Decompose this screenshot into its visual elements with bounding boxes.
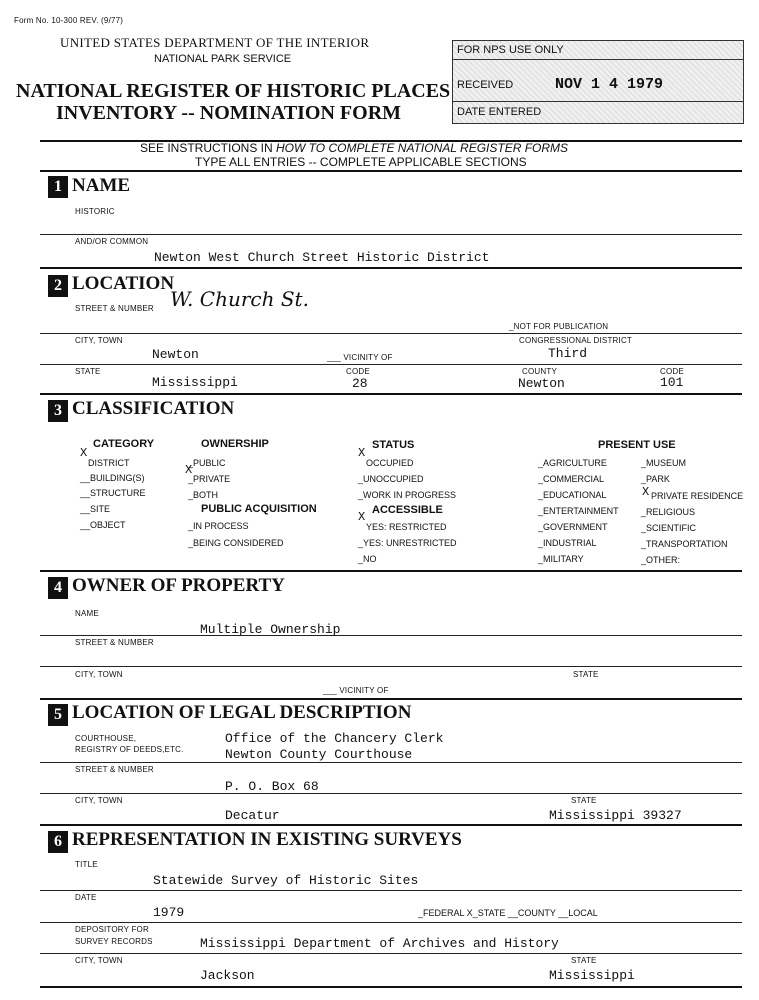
form-title-line2: INVENTORY -- NOMINATION FORM [56, 102, 402, 124]
survey-date-value: 1979 [153, 905, 185, 920]
owner-name-label: NAME [75, 609, 99, 618]
owner-city-label: CITY, TOWN [75, 670, 123, 679]
category-header: CATEGORY [93, 438, 155, 450]
county-value: Newton [518, 376, 565, 391]
nps-use-only-box [452, 40, 744, 124]
section-3-title: CLASSIFICATION [72, 398, 235, 419]
section-4-title: OWNER OF PROPERTY [72, 575, 285, 596]
ownership-public: _PUBLIC [188, 458, 226, 468]
use-transportation: _TRANSPORTATION [641, 539, 728, 549]
public-acquisition-header: PUBLIC ACQUISITION [201, 503, 317, 515]
present-use-header: PRESENT USE [598, 439, 676, 451]
congressional-district-label: CONGRESSIONAL DISTRICT [519, 336, 633, 345]
access-yes-unrestricted: _YES: UNRESTRICTED [358, 538, 457, 548]
section-6-title: REPRESENTATION IN EXISTING SURVEYS [72, 829, 462, 850]
accessible-header: ACCESSIBLE [372, 504, 443, 516]
legal-city-label: CITY, TOWN [75, 796, 123, 805]
use-park: _PARK [641, 474, 670, 484]
survey-city-value: Jackson [200, 968, 255, 983]
occupied-x-mark: X [358, 446, 366, 460]
use-religious: _RELIGIOUS [641, 507, 696, 517]
owner-vicinity-label: ___ VICINITY OF [323, 686, 389, 695]
section-3-number: 3 [48, 400, 68, 422]
section-5-number: 5 [48, 704, 68, 726]
vicinity-of-label: ___ VICINITY OF [327, 353, 393, 362]
form-title-line1: NATIONAL REGISTER OF HISTORIC PLACES [16, 80, 451, 102]
depository-value: Mississippi Department of Archives and History [200, 936, 559, 951]
section-5-title: LOCATION OF LEGAL DESCRIPTION [72, 702, 412, 723]
acquisition-in-process: _IN PROCESS [188, 521, 249, 531]
category-object: __OBJECT [80, 520, 126, 530]
depository-label-line1: DEPOSITORY FOR [75, 925, 149, 934]
form-number: Form No. 10-300 REV. (9/77) [14, 16, 124, 25]
state-code-label: CODE [346, 367, 370, 376]
legal-state-value: Mississippi 39327 [549, 808, 682, 823]
depository-label-line2: SURVEY RECORDS [75, 937, 153, 946]
use-industrial: _INDUSTRIAL [538, 538, 597, 548]
legal-state-label: STATE [571, 796, 597, 805]
department-name: UNITED STATES DEPARTMENT OF THE INTERIOR [60, 35, 370, 50]
survey-levels: _FEDERAL X_STATE __COUNTY __LOCAL [418, 908, 598, 918]
use-military: _MILITARY [538, 554, 584, 564]
county-code-value: 101 [660, 375, 684, 390]
received-label: RECEIVED [457, 79, 514, 91]
legal-city-value: Decatur [225, 808, 280, 823]
survey-state-label: STATE [571, 956, 597, 965]
category-district: DISTRICT [88, 458, 130, 468]
not-for-publication: _NOT FOR PUBLICATION [509, 322, 609, 331]
congressional-district-value: Third [548, 346, 588, 361]
section-4-number: 4 [48, 577, 68, 599]
county-label: COUNTY [522, 367, 557, 376]
ownership-private: _PRIVATE [188, 474, 231, 484]
use-commercial: _COMMERCIAL [538, 474, 605, 484]
private-residence-x-mark: X [642, 485, 650, 499]
use-educational: _EDUCATIONAL [538, 490, 607, 500]
section-2-number: 2 [48, 275, 68, 297]
use-agriculture: _AGRICULTURE [538, 458, 607, 468]
legal-street-label: STREET & NUMBER [75, 765, 154, 774]
status-work-in-progress: _WORK IN PROGRESS [358, 490, 457, 500]
survey-state-value: Mississippi [549, 968, 635, 983]
use-private-residence: PRIVATE RESIDENCE [651, 491, 744, 501]
district-x-mark: X [80, 446, 88, 460]
owner-state-label: STATE [573, 670, 599, 679]
county-code-label: CODE [660, 367, 684, 376]
survey-date-label: DATE [75, 893, 97, 902]
common-name-value: Newton West Church Street Historic District [154, 250, 490, 265]
city-town-label: CITY, TOWN [75, 336, 123, 345]
historic-label: HISTORIC [75, 207, 115, 216]
instructions-line2: TYPE ALL ENTRIES -- COMPLETE APPLICABLE SECTIONS [195, 155, 527, 169]
courthouse-label: COURTHOUSE, [75, 734, 137, 743]
date-entered-label: DATE ENTERED [457, 106, 542, 118]
category-buildings: __BUILDING(S) [80, 473, 145, 483]
status-occupied: OCCUPIED [366, 458, 414, 468]
courthouse-value-line2: Newton County Courthouse [225, 747, 413, 762]
use-scientific: _SCIENTIFIC [641, 523, 697, 533]
ownership-both: _BOTH [188, 490, 219, 500]
section-1-number: 1 [48, 176, 68, 198]
owner-street-label: STREET & NUMBER [75, 638, 154, 647]
state-code-value: 28 [352, 376, 368, 391]
and-or-common-label: AND/OR COMMON [75, 237, 149, 246]
use-museum: _MUSEUM [641, 458, 687, 468]
nps-box-title: FOR NPS USE ONLY [457, 44, 564, 56]
owner-name-value: Multiple Ownership [200, 622, 341, 637]
acquisition-being-considered: _BEING CONSIDERED [188, 538, 284, 548]
section-1-title: NAME [72, 175, 131, 196]
use-government: _GOVERNMENT [538, 522, 608, 532]
state-value: Mississippi [152, 375, 238, 390]
private-x-mark: X [185, 463, 193, 477]
instructions-line1: SEE INSTRUCTIONS IN HOW TO COMPLETE NATIONAL REGISTER FORMS [140, 141, 569, 155]
legal-street-value: P. O. Box 68 [225, 779, 319, 794]
survey-title-label: TITLE [75, 860, 98, 869]
received-stamp: NOV 1 4 1979 [555, 76, 664, 93]
section-6-number: 6 [48, 831, 68, 853]
category-site: __SITE [80, 504, 111, 514]
ownership-header: OWNERSHIP [201, 438, 269, 450]
section-2-title: LOCATION [72, 273, 175, 294]
city-value: Newton [152, 347, 199, 362]
street-number-handwritten: W. Church St. [170, 287, 309, 311]
service-name: NATIONAL PARK SERVICE [154, 53, 292, 65]
access-no: _NO [358, 554, 377, 564]
category-structure: __STRUCTURE [80, 488, 146, 498]
status-header: STATUS [372, 439, 415, 451]
restricted-x-mark: X [358, 510, 366, 524]
courthouse-value-line1: Office of the Chancery Clerk [225, 731, 444, 746]
survey-title-value: Statewide Survey of Historic Sites [153, 873, 419, 888]
street-number-label: STREET & NUMBER [75, 304, 154, 313]
state-label: STATE [75, 367, 101, 376]
access-yes-restricted: YES: RESTRICTED [366, 522, 447, 532]
use-other: _OTHER: [641, 555, 681, 565]
survey-city-label: CITY, TOWN [75, 956, 123, 965]
registry-label: REGISTRY OF DEEDS,ETC. [75, 745, 184, 754]
use-entertainment: _ENTERTAINMENT [538, 506, 619, 516]
status-unoccupied: _UNOCCUPIED [358, 474, 424, 484]
